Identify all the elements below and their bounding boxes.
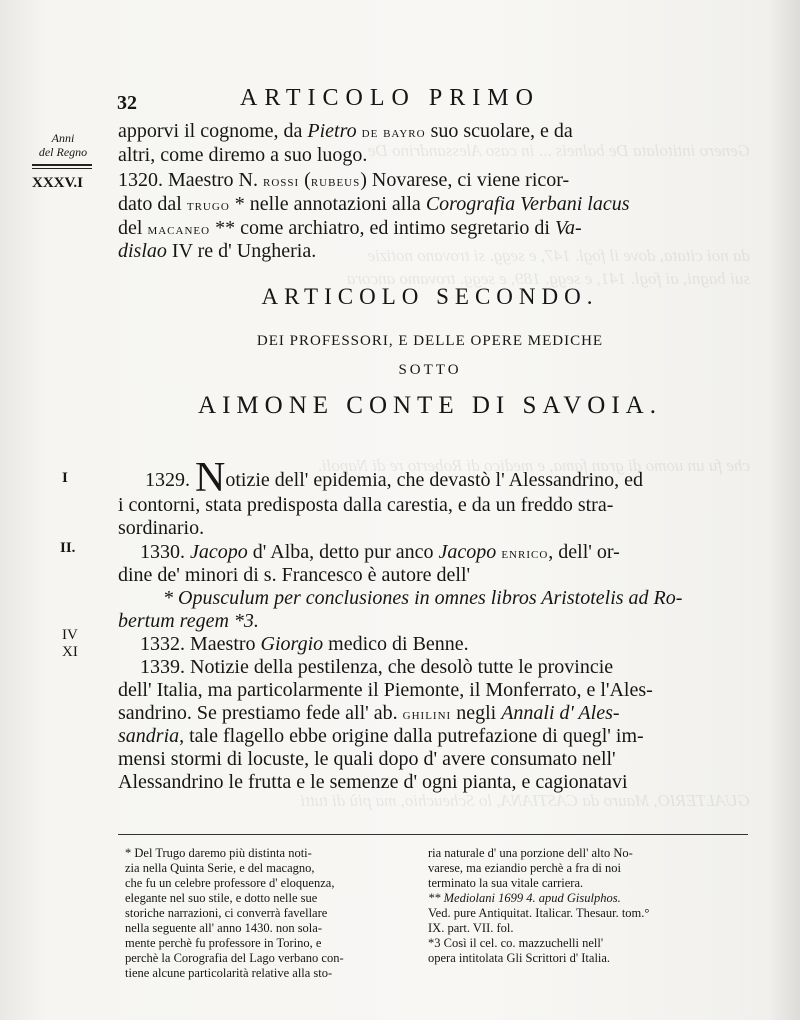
entry-1330-line2: dine de' minori di s. Francesco è autore dell' [118,564,471,586]
footnote-rule [118,834,748,835]
margin-year-header: XXXV.I [32,175,83,191]
footnote-line: che fu un celebre professore d' eloquenza, [125,876,335,890]
margin-note-line: Anni [51,131,75,145]
footnote-line: nella seguente all' anno 1430. non sola- [125,921,322,935]
body-line: dato dal trugo * nelle annotazioni alla Corografia Verbani lacus [118,193,630,215]
footnote-line: zia nella Quinta Serie, e del macagno, [125,861,315,875]
body-line: dislao IV re d' Ungheria. [118,240,317,262]
margin-mark: I [62,470,68,486]
bleed-through: da noi citata, dove il fogl. 147, e segg. si trovano notizie [367,246,750,265]
entry-1329-line1: 1329. Notizie dell' epidemia, che devastò l' Alessandrino, ed [145,455,643,501]
entry-1329-line3: sordinario. [118,517,205,539]
footnote-line: perchè la Corografia del Lago verbano con- [125,951,344,965]
margin-rule [32,168,92,169]
bleed-through: GUALTERIO, Mauro da CASTIANA, lo Scheuchio, ma più di tutti [300,791,750,810]
entry-1339-line6: Alessandrino le frutta e le semenze d' ogni pianta, e cagionatavi [118,771,628,793]
margin-mark: XI [62,644,78,660]
footnote-line: IX. part. VII. fol. [428,921,514,935]
footnote-line: opera intitolata Gli Scrittori d' Italia. [428,951,611,965]
margin-rule [32,164,92,166]
section-sotto: SOTTO [398,362,462,378]
entry-1330-line4: bertum regem *3. [118,610,259,632]
body-line: altri, come diremo a suo luogo. [118,144,368,166]
bleed-through: Genero intitolata De balneis ... in caso Alessandrino De [368,141,750,160]
footnote-line: tiene alcune particolarità relative alla sto- [125,966,333,980]
footnote-line: * Del Trugo daremo più distinta noti- [125,846,312,860]
entry-1332: 1332. Maestro Giorgio medico di Benne. [140,633,469,655]
footnote-line: mente perchè fu professore in Torino, e [125,936,322,950]
entry-1329-line2: i contorni, stata predisposta dalla carestia, e da un freddo stra- [118,494,614,516]
footnotes-right-column [428,846,758,966]
section-subtitle: DEI PROFESSORI, E DELLE OPERE MEDICHE [256,333,604,349]
footnote-line: elegante nel suo stile, e dotto nelle sue [125,891,318,905]
footnote-line: Ved. pure Antiquitat. Italicar. Thesaur. tom.° [428,906,650,920]
page-number: 32 [117,92,137,114]
entry-1339-line3: sandrino. Se prestiamo fede all' ab. ghilini negli Annali d' Ales- [118,702,620,724]
running-head: ARTICOLO PRIMO [240,85,540,111]
section-title: ARTICOLO SECONDO. [261,284,599,309]
body-line: 1320. Maestro N. rossi (rubeus) Novarese, ci viene ricor- [118,169,570,191]
drop-capital: N [195,455,226,501]
footnote-line: terminato la sua vitale carriera. [428,876,584,890]
footnote-line: *3 Così il cel. co. mazzuchelli nell' [428,936,604,950]
entry-1339-line2: dell' Italia, ma particolarmente il Piemonte, il Monferrato, e l'Ales- [118,679,653,701]
body-line: del macaneo ** come archiatro, ed intimo segretario di Va- [118,217,582,239]
margin-note-years [28,131,98,159]
footnote-line: storiche narrazioni, ci converrà favellare [125,906,328,920]
bleed-through: sui bagni, ai fogl. 141, e segg. 189, e segg. trovamo ancora [346,269,750,288]
entry-1339-line1: 1339. Notizie della pestilenza, che desolò tutte le provincie [140,656,614,678]
entry-1330-line1: 1330. Jacopo d' Alba, detto pur anco Jacopo enrico, dell' or- [140,541,620,563]
footnote-line: ** Mediolani 1699 4. apud Gisulphos. [428,891,621,905]
body-line: apporvi il cognome, da Pietro de bayro suo scuolare, e da [118,120,573,142]
entry-1330-line3: * Opusculum per conclusiones in omnes libros Aristotelis ad Ro- [163,587,683,609]
entry-1339-line5: mensi stormi di locuste, le quali dopo d' avere consumato nell' [118,748,616,770]
section-ruler-heading: AIMONE CONTE DI SAVOIA. [198,392,662,419]
entry-1339-line4: sandria, tale flagello ebbe origine dalla putrefazione di quegl' im- [118,725,644,747]
footnotes-left-column [125,846,415,981]
footnote-line: varese, ma eziandio perchè a fra di noi [428,861,621,875]
margin-note-line: del Regno [38,145,88,159]
footnote-line: ria naturale d' una porzione dell' alto No- [428,846,633,860]
margin-mark: II. [60,540,76,556]
margin-mark: IV [62,627,78,643]
bleed-through: che fu un uomo di gran fama, e medico di Roberto re di Napoli. [317,456,750,475]
